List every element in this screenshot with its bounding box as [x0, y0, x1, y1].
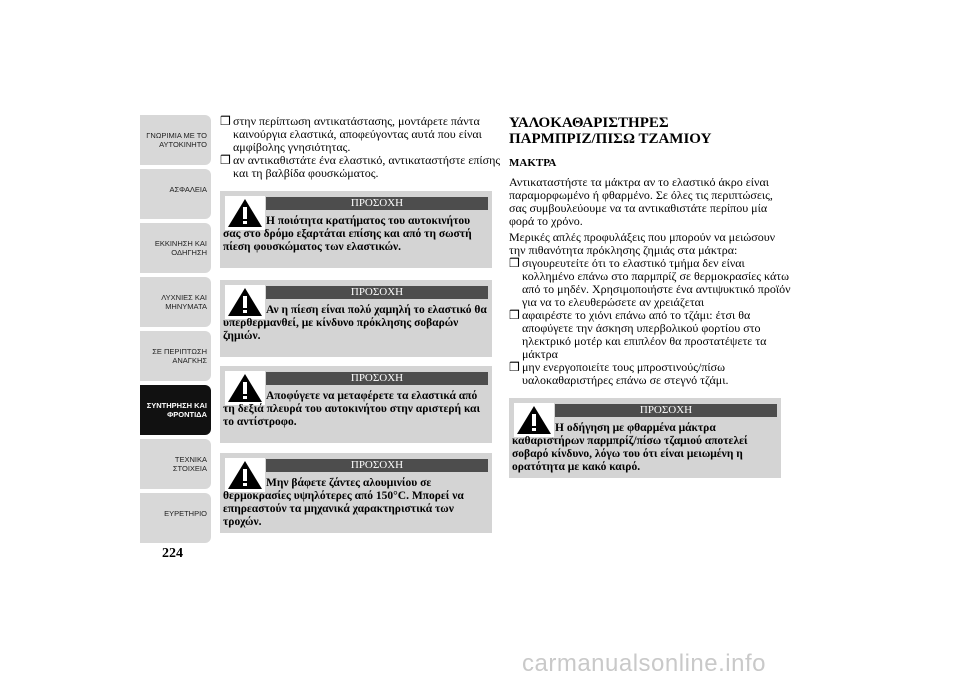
list-item-text: αφαιρέστε το χιόνι επάνω από το τζάμι: έτσι θα αποφύγετε την άσκηση υπερβολικού φορτίου στο ηλεκτρικό μοτέρ και επιπλέον θα προστατέψετε τα μάκτρα — [522, 308, 767, 361]
list-item — [509, 257, 794, 309]
list-item-text: μην ενεργοποιείτε τους μπροστινούς/πίσω υαλοκαθαριστήρες επάνω σε στεγνό τζάμι. — [522, 360, 729, 387]
tab-index[interactable] — [140, 493, 211, 543]
tab-label: ΕΚΚΙΝΗΣΗ ΚΑΙ ΟΔΗΓΗΣΗ — [154, 239, 207, 257]
tab-safety[interactable] — [140, 169, 211, 219]
list-item-text: σιγουρευτείτε ότι το ελαστικό τμήμα δεν είναι κολλημένο επάνω στο παρμπρίζ σε θερμοκρασίες κάτω από το μηδέν. Χρησιμοποιήστε ένα αντιψυκτικό προϊόν για να το ελευθερώσετε αν χρειάζεται — [522, 256, 791, 309]
list-item — [220, 115, 503, 154]
warning-text: Μην βάφετε ζάντες αλουμινίου σε θερμοκρασίες υψηλότερες από 150°C. Μπορεί να επηρεαστούν τα μηχανικά χαρακτηριστικά των τροχών. — [223, 477, 464, 528]
section-heading — [509, 115, 711, 147]
checkbox-bullet-icon: ❒ — [509, 308, 520, 322]
tab-label: ΤΕΧΝΙΚΑ ΣΤΟΙΧΕΙΑ — [172, 455, 207, 473]
list-item-text: στην περίπτωση αντικατάστασης, μοντάρετε πάντα καινούργια ελαστικά, αποφεύγοντας αυτά που είναι αμφίβολης γνησιότητας. — [233, 114, 482, 154]
paragraph: Αντικαταστήστε τα μάκτρα αν το ελαστικό άκρο είναι παραμορφωμένο ή φθαρμένο. Σε όλες τις περιπτώσεις, σας συμβουλεύουμε να τα αντικαθιστάτε περίπου μία φορά το χρόνο. — [509, 175, 773, 228]
page-number: 224 — [162, 546, 183, 561]
tab-label: ΛΥΧΝΙΕΣ ΚΑΙ ΜΗΝΥΜΑΤΑ — [161, 293, 207, 311]
checkbox-bullet-icon: ❒ — [509, 360, 520, 374]
tab-starting-driving[interactable] — [140, 223, 211, 273]
tab-label: ΣΥΝΤΗΡΗΣΗ ΚΑΙ ΦΡΟΝΤΙΔΑ — [146, 401, 207, 419]
warning-title: ΠΡΟΣΟΧΗ — [266, 372, 488, 385]
tab-emergency[interactable] — [140, 331, 211, 381]
warning-box — [220, 453, 492, 533]
subheading: ΜΑΚΤΡΑ — [509, 157, 557, 169]
tab-label: ΣΕ ΠΕΡΙΠΤΩΣΗ ΑΝΑΓΚΗΣ — [152, 347, 207, 365]
list-item-text: αν αντικαθιστάτε ένα ελαστικό, αντικαταστήστε επίσης και τη βαλβίδα φουσκώματος. — [233, 153, 501, 180]
tab-getting-to-know[interactable] — [140, 115, 211, 165]
tab-label: ΕΥΡΕΤΗΡΙΟ — [164, 509, 207, 518]
warning-title: ΠΡΟΣΟΧΗ — [266, 286, 488, 299]
warning-box — [509, 398, 781, 478]
warning-box — [220, 366, 492, 443]
tab-label: ΓΝΩΡΙΜΙΑ ΜΕ ΤΟ ΑΥΤΟΚΙΝΗΤΟ — [146, 131, 207, 149]
tab-lights-messages[interactable] — [140, 277, 211, 327]
heading-line: ΥΑΛΟΚΑΘΑΡΙΣΤΗΡΕΣ — [509, 115, 669, 131]
warning-text: Αποφύγετε να μεταφέρετε τα ελαστικά από τη δεξιά πλευρά του αυτοκινήτου στην αριστερή και το αντίστροφο. — [223, 390, 481, 428]
watermark: carmanualsonline.info — [522, 650, 766, 677]
warning-text: Η οδήγηση με φθαρμένα μάκτρα καθαριστήρων παρμπρίζ/πίσω τζαμιού αποτελεί σοβαρό κίνδυνο, λόγω του ότι είναι μειωμένη η ορατότητα με κακό καιρό. — [512, 422, 748, 473]
paragraph: Μερικές απλές προφυλάξεις που μπορούν να μειώσουν την πιθανότητα πρόκλησης ζημιάς στα μάκτρα: — [509, 230, 776, 257]
warning-title: ΠΡΟΣΟΧΗ — [266, 459, 488, 472]
list-item — [509, 309, 794, 361]
heading-line: ΠΑΡΜΠΡΙΖ/ΠΙΣΩ ΤΖΑΜΙΟΥ — [509, 131, 712, 147]
warning-title: ΠΡΟΣΟΧΗ — [266, 197, 488, 210]
tab-maintenance[interactable] — [140, 385, 211, 435]
checkbox-bullet-icon: ❒ — [509, 256, 520, 270]
tab-label: ΑΣΦΑΛΕΙΑ — [169, 185, 207, 194]
checkbox-bullet-icon: ❒ — [220, 153, 231, 167]
checkbox-bullet-icon: ❒ — [220, 114, 231, 128]
list-item — [509, 361, 794, 387]
warning-box — [220, 191, 492, 268]
warning-box — [220, 280, 492, 357]
warning-text: Η ποιότητα κρατήματος του αυτοκινήτου σας στο δρόμο εξαρτάται επίσης και από τη σωστή πίεση φουσκώματος των ελαστικών. — [223, 215, 472, 253]
tab-technical-data[interactable] — [140, 439, 211, 489]
warning-text: Αν η πίεση είναι πολύ χαμηλή το ελαστικό θα υπερθερμανθεί, με κίνδυνο πρόκλησης σοβαρών ζημιών. — [223, 304, 487, 342]
list-item — [220, 154, 503, 180]
warning-title: ΠΡΟΣΟΧΗ — [555, 404, 777, 417]
